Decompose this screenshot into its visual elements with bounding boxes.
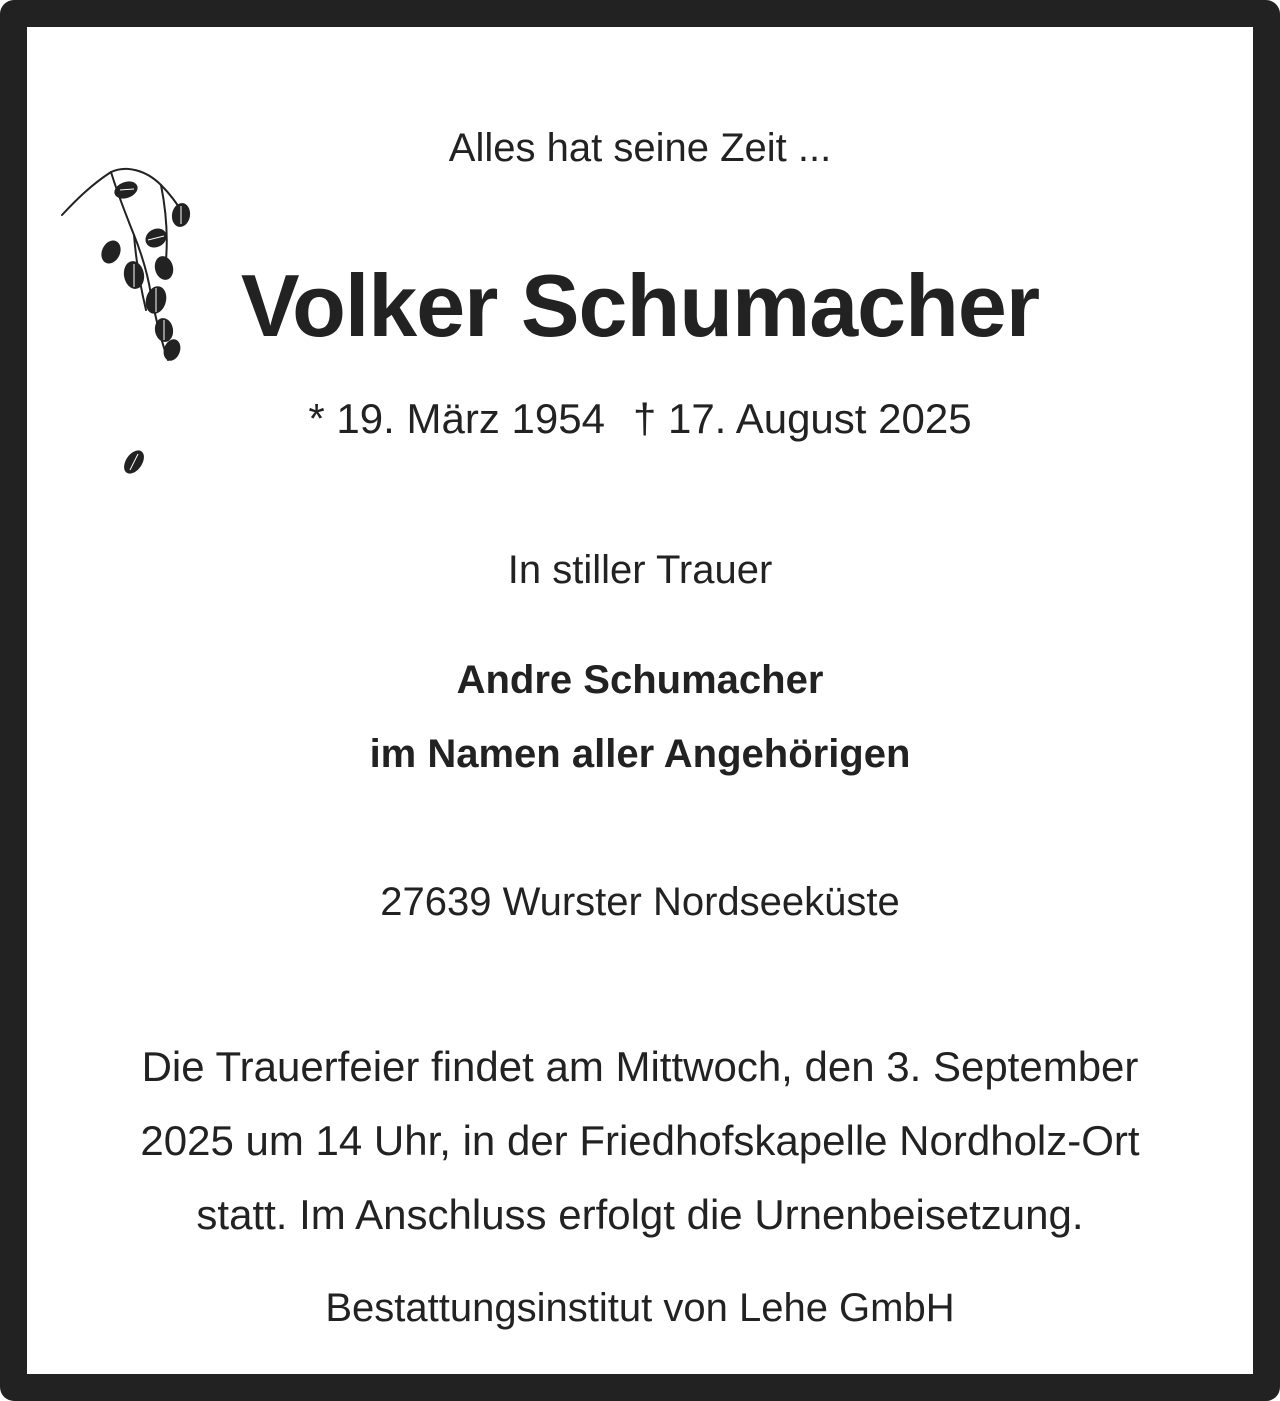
death-date: † 17. August 2025 [632, 395, 972, 442]
service-announcement [60, 1030, 1220, 1252]
motto: Alles hat seine Zeit ... [448, 126, 832, 170]
service-line: statt. Im Anschluss erfolgt die Urnenbeisetzung. [196, 1191, 1084, 1238]
service-line: Die Trauerfeier findet am Mittwoch, den 3. September [141, 1043, 1139, 1090]
mourner-relation: im Namen aller Angehörigen [369, 732, 911, 776]
life-dates [27, 395, 1253, 442]
mourning-phrase: In stiller Trauer [507, 548, 773, 592]
birth-date: * 19. März 1954 [308, 395, 605, 442]
location: 27639 Wurster Nordseeküste [380, 880, 900, 924]
service-line: 2025 um 14 Uhr, in der Friedhofskapelle Nordholz-Ort [140, 1117, 1140, 1164]
deceased-name: Volker Schumacher [240, 256, 1040, 355]
mourner-name: Andre Schumacher [456, 658, 824, 702]
undertaker: Bestattungsinstitut von Lehe GmbH [325, 1286, 955, 1330]
